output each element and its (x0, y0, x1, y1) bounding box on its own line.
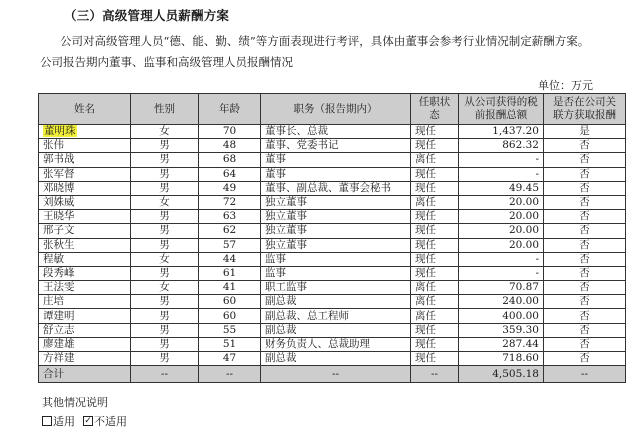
cell-gender: 女 (131, 195, 199, 209)
cell-pay: 1,437.20 (459, 125, 544, 139)
cell-name: 廖建雄 (39, 337, 131, 351)
cell-related: 否 (544, 309, 626, 323)
cell-related: 否 (544, 252, 626, 266)
cell-title: 副总裁 (261, 295, 411, 309)
table-row (39, 181, 626, 195)
cell-gender: 男 (131, 181, 199, 195)
cell-status: 现任 (411, 167, 459, 181)
cell-gender: 男 (131, 295, 199, 309)
cell-name: 舒立志 (39, 323, 131, 337)
cell-title: 副总裁、总工程师 (261, 309, 411, 323)
total-age: -- (199, 366, 261, 383)
cell-status: 现任 (411, 181, 459, 195)
cell-age: 60 (199, 295, 261, 309)
cell-age: 64 (199, 167, 261, 181)
cell-name: 程敏 (39, 252, 131, 266)
cell-related: 否 (544, 224, 626, 238)
cell-title: 董事长、总裁 (261, 125, 411, 139)
cell-pay: 70.87 (459, 281, 544, 295)
cell-related: 否 (544, 266, 626, 280)
cell-pay: 287.44 (459, 337, 544, 351)
cell-status: 离任 (411, 295, 459, 309)
cell-name: 王法雯 (39, 281, 131, 295)
cell-gender: 男 (131, 139, 199, 153)
table-row (39, 295, 626, 309)
total-row (39, 366, 626, 383)
cell-status: 现任 (411, 337, 459, 351)
cell-status: 离任 (411, 281, 459, 295)
cell-status: 离任 (411, 309, 459, 323)
cell-related: 否 (544, 281, 626, 295)
cell-age: 63 (199, 210, 261, 224)
cell-name: 张秋生 (39, 238, 131, 252)
cell-status: 现任 (411, 323, 459, 337)
option-applicable[interactable] (42, 413, 75, 429)
table-row (39, 224, 626, 238)
total-pay: 4,505.18 (459, 366, 544, 383)
table-row (39, 281, 626, 295)
cell-gender: 女 (131, 252, 199, 266)
cell-age: 57 (199, 238, 261, 252)
table-row (39, 167, 626, 181)
option-applicable-label: 适用 (53, 415, 75, 428)
cell-name: 庄培 (39, 295, 131, 309)
highlighted-name: 董明珠 (44, 125, 76, 138)
cell-name: 张伟 (39, 139, 131, 153)
cell-name: 王晓华 (39, 210, 131, 224)
cell-age: 72 (199, 195, 261, 209)
cell-name: 刘姝威 (39, 195, 131, 209)
cell-title: 董事、党委书记 (261, 139, 411, 153)
table-row (39, 266, 626, 280)
cell-pay: 20.00 (459, 195, 544, 209)
cell-pay: - (459, 266, 544, 280)
cell-age: 68 (199, 153, 261, 167)
cell-status: 离任 (411, 153, 459, 167)
header-status: 任职状态 (411, 94, 459, 125)
cell-title: 独立董事 (261, 210, 411, 224)
cell-title: 独立董事 (261, 224, 411, 238)
cell-related: 否 (544, 337, 626, 351)
cell-gender: 男 (131, 153, 199, 167)
cell-gender: 男 (131, 238, 199, 252)
cell-age: 41 (199, 281, 261, 295)
intro-paragraph: 公司对高级管理人员“德、能、勤、绩”等方面表现进行考评，具体由董事会参考行业情况制定薪酬方案。 (60, 34, 590, 48)
cell-name: 方祥建 (39, 352, 131, 366)
cell-related: 否 (544, 352, 626, 366)
applicability-choices (42, 413, 127, 429)
cell-related: 否 (544, 153, 626, 167)
cell-pay: 400.00 (459, 309, 544, 323)
table-header-row (39, 94, 626, 125)
table-row (39, 309, 626, 323)
cell-related: 否 (544, 181, 626, 195)
cell-title: 独立董事 (261, 238, 411, 252)
cell-name (39, 125, 131, 139)
cell-title: 董事 (261, 153, 411, 167)
table-row (39, 252, 626, 266)
other-info-label: 其他情况说明 (42, 396, 108, 409)
header-name: 姓名 (39, 94, 131, 125)
cell-related: 否 (544, 167, 626, 181)
table-row (39, 337, 626, 351)
table-row (39, 139, 626, 153)
cell-status: 现任 (411, 139, 459, 153)
cell-title: 董事 (261, 167, 411, 181)
cell-name: 邢子文 (39, 224, 131, 238)
cell-status: 现任 (411, 352, 459, 366)
cell-pay: 20.00 (459, 224, 544, 238)
cell-pay: - (459, 167, 544, 181)
option-not-applicable[interactable] (83, 413, 127, 429)
cell-related: 否 (544, 139, 626, 153)
cell-gender: 男 (131, 266, 199, 280)
cell-pay: 49.45 (459, 181, 544, 195)
cell-related: 否 (544, 238, 626, 252)
table-row (39, 210, 626, 224)
cell-status: 现任 (411, 125, 459, 139)
table-row (39, 238, 626, 252)
unit-label: 单位：万元 (538, 79, 593, 92)
checkbox-checked-icon[interactable]: ✓ (84, 416, 92, 426)
total-gender: -- (131, 366, 199, 383)
cell-pay: 240.00 (459, 295, 544, 309)
cell-pay: - (459, 153, 544, 167)
cell-name: 张军督 (39, 167, 131, 181)
header-title: 职务（报告期内） (261, 94, 411, 125)
cell-title: 副总裁 (261, 323, 411, 337)
cell-related: 否 (544, 210, 626, 224)
cell-related: 否 (544, 323, 626, 337)
cell-status: 现任 (411, 252, 459, 266)
cell-age: 55 (199, 323, 261, 337)
header-related: 是否在公司关联方获取报酬 (544, 94, 626, 125)
cell-age: 49 (199, 181, 261, 195)
cell-pay: 20.00 (459, 238, 544, 252)
table-row (39, 195, 626, 209)
cell-gender: 男 (131, 323, 199, 337)
cell-pay: - (459, 252, 544, 266)
table-row (39, 323, 626, 337)
cell-age: 51 (199, 337, 261, 351)
cell-age: 44 (199, 252, 261, 266)
cell-status: 现任 (411, 224, 459, 238)
cell-title: 董事、副总裁、董事会秘书 (261, 181, 411, 195)
cell-name: 郭书战 (39, 153, 131, 167)
cell-gender: 男 (131, 224, 199, 238)
table-caption: 公司报告期内董事、监事和高级管理人员报酬情况 (40, 55, 293, 69)
cell-age: 48 (199, 139, 261, 153)
cell-age: 62 (199, 224, 261, 238)
cell-gender: 男 (131, 167, 199, 181)
cell-title: 独立董事 (261, 195, 411, 209)
option-not-applicable-label: 不适用 (94, 415, 127, 428)
header-pay: 从公司获得的税前报酬总额 (459, 94, 544, 125)
cell-pay: 20.00 (459, 210, 544, 224)
cell-title: 职工监事 (261, 281, 411, 295)
cell-pay: 862.32 (459, 139, 544, 153)
cell-gender: 男 (131, 309, 199, 323)
total-label: 合计 (39, 366, 131, 383)
cell-gender: 男 (131, 210, 199, 224)
cell-gender: 女 (131, 125, 199, 139)
table-row (39, 352, 626, 366)
cell-related: 是 (544, 125, 626, 139)
header-age: 年龄 (199, 94, 261, 125)
cell-pay: 718.60 (459, 352, 544, 366)
cell-name: 谭建明 (39, 309, 131, 323)
cell-status: 现任 (411, 266, 459, 280)
compensation-table (38, 93, 626, 383)
total-status: -- (411, 366, 459, 383)
header-gender: 性别 (131, 94, 199, 125)
cell-related: 否 (544, 295, 626, 309)
cell-related: 否 (544, 195, 626, 209)
table-row (39, 125, 626, 139)
cell-age: 70 (199, 125, 261, 139)
cell-name: 段秀峰 (39, 266, 131, 280)
cell-pay: 359.30 (459, 323, 544, 337)
total-related: -- (544, 366, 626, 383)
cell-gender: 女 (131, 281, 199, 295)
section-heading: （三）高级管理人员薪酬方案 (64, 8, 230, 23)
cell-age: 61 (199, 266, 261, 280)
cell-age: 60 (199, 309, 261, 323)
cell-status: 现任 (411, 210, 459, 224)
cell-title: 副总裁 (261, 352, 411, 366)
cell-title: 监事 (261, 252, 411, 266)
checkbox-unchecked-icon[interactable] (42, 416, 52, 426)
cell-gender: 男 (131, 352, 199, 366)
cell-age: 47 (199, 352, 261, 366)
cell-title: 监事 (261, 266, 411, 280)
cell-status: 现任 (411, 238, 459, 252)
cell-status: 离任 (411, 195, 459, 209)
cell-gender: 男 (131, 337, 199, 351)
total-title: -- (261, 366, 411, 383)
cell-name: 邓晓博 (39, 181, 131, 195)
table-row (39, 153, 626, 167)
cell-title: 财务负责人、总裁助理 (261, 337, 411, 351)
